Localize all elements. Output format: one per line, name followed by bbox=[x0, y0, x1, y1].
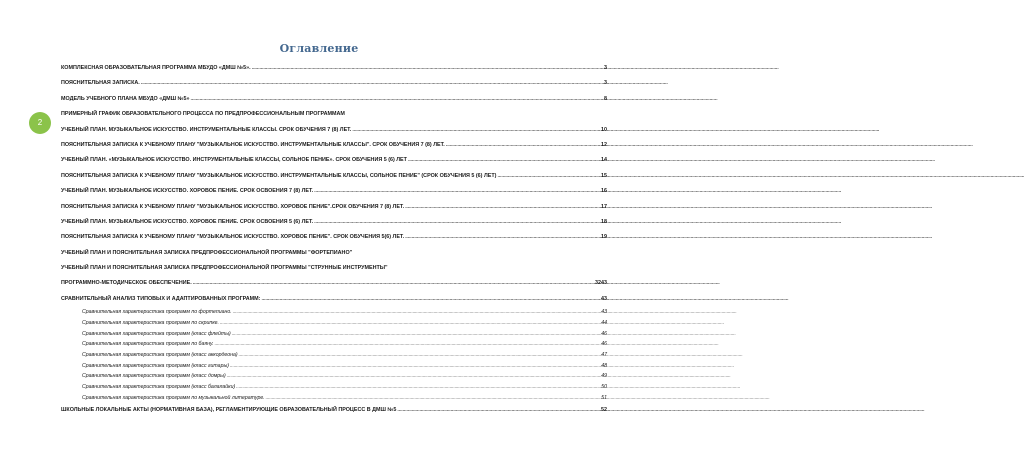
toc-entry-title: Сравнительная характеристика программ (класс домры) bbox=[82, 373, 226, 380]
toc-entry[interactable] bbox=[61, 92, 607, 107]
toc-dot-leader bbox=[352, 123, 600, 138]
toc-entry-title: Сравнительная характеристика программ по фортепиано. bbox=[82, 309, 232, 316]
toc-dot-leader bbox=[266, 393, 601, 404]
toc-entry[interactable] bbox=[61, 169, 607, 184]
toc-page-number: 52 bbox=[601, 407, 607, 414]
toc-dot-leader bbox=[236, 382, 600, 393]
toc-entry-title: Сравнительная характеристика программ (класс аккордеона) bbox=[82, 352, 238, 358]
toc-entry-title: КОМПЛЕКСНАЯ ОБРАЗОВАТЕЛЬНАЯ ПРОГРАММА МБУДО «ДМШ №5». bbox=[61, 65, 251, 71]
toc-dot-leader bbox=[233, 307, 601, 318]
toc-dot-leader bbox=[497, 169, 600, 184]
toc-page-number: 3243 bbox=[595, 280, 607, 287]
toc-page-number: 46 bbox=[601, 330, 607, 337]
toc-dot-leader bbox=[239, 350, 601, 361]
toc-entry[interactable] bbox=[61, 107, 607, 122]
toc-entry-title: ПОЯСНИТЕЛЬНАЯ ЗАПИСКА К УЧЕБНОМУ ПЛАНУ "МУЗЫКАЛЬНОЕ ИСКУССТВО. ИНСТРУМЕНТАЛЬНЫЕ КЛАССЫ, СОЛЬНОЕ ПЕНИЕ" (СРОК ОБУЧЕНИЯ 5 (6) ЛЕТ) bbox=[61, 172, 497, 179]
toc-entry-title: ШКОЛЬНЫЕ ЛОКАЛЬНЫЕ АКТЫ (НОРМАТИВНАЯ БАЗА), РЕГЛАМЕНТИРУЮЩИЕ ОБРАЗОВАТЕЛЬНЫЙ ПРОЦЕСС В ДМШ №5 bbox=[61, 407, 397, 414]
toc-dot-leader bbox=[446, 138, 600, 153]
toc-entry-title: СРАВНИТЕЛЬНЫЙ АНАЛИЗ ТИПОВЫХ И АДАПТИРОВАННЫХ ПРОГРАММ: bbox=[61, 295, 261, 302]
page-number-badge: 2 bbox=[29, 112, 51, 134]
toc-subentry[interactable] bbox=[61, 361, 607, 372]
toc-dot-leader bbox=[314, 184, 600, 199]
toc-page-number: 43 bbox=[601, 295, 607, 302]
toc-entry-title: УЧЕБНЫЙ ПЛАН И ПОЯСНИТЕЛЬНАЯ ЗАПИСКА ПРЕДПРОФЕССИОНАЛЬНОЙ ПРОГРАММЫ "СТРУННЫЕ ИНСТРУМЕНТЫ" bbox=[61, 265, 388, 272]
toc-dot-leader bbox=[397, 403, 600, 418]
toc-entry-title: Сравнительная характеристика программ по скрипке. bbox=[82, 319, 219, 326]
toc-page-number: 49 bbox=[601, 373, 607, 380]
toc-page-number: 44 bbox=[601, 319, 607, 326]
toc-subentry[interactable] bbox=[61, 307, 607, 318]
toc-entry-title: Сравнительная характеристика программ по музыкальной литературе. bbox=[82, 394, 265, 401]
toc-page-number: 46 bbox=[601, 341, 607, 348]
toc-dot-leader bbox=[227, 371, 601, 382]
page-title: Оглавление bbox=[279, 42, 359, 55]
toc-dot-leader bbox=[191, 92, 604, 107]
toc-page-number: 43 bbox=[601, 309, 607, 316]
toc-entry-title: ПРИМЕРНЫЙ ГРАФИК ОБРАЗОВАТЕЛЬНОГО ПРОЦЕССА ПО ПРЕДПРОФЕССИОНАЛЬНЫМ ПРОГРАММАМ bbox=[61, 111, 345, 118]
toc-page-number: 3 bbox=[604, 80, 607, 87]
toc-entry[interactable] bbox=[61, 123, 607, 138]
toc-page-number: 17 bbox=[601, 203, 607, 210]
toc-subentry[interactable] bbox=[61, 350, 607, 361]
toc-subentry[interactable] bbox=[61, 339, 607, 350]
toc-entry[interactable] bbox=[61, 246, 607, 261]
toc-entry-title: УЧЕБНЫЙ ПЛАН. МУЗЫКАЛЬНОЕ ИСКУССТВО. ИНСТРУМЕНТАЛЬНЫЕ КЛАССЫ. СРОК ОБУЧЕНИЯ 7 (8) ЛЕТ. bbox=[61, 126, 352, 133]
toc-entry-title: Сравнительная характеристика программ (класс флейты) bbox=[82, 330, 231, 337]
toc-entry-title: Сравнительная характеристика программ (класс балалайки) bbox=[82, 384, 236, 391]
toc-dot-leader bbox=[408, 153, 600, 168]
toc-entry[interactable] bbox=[61, 61, 607, 76]
toc-dot-leader bbox=[220, 318, 600, 329]
toc-dot-leader bbox=[405, 230, 600, 245]
toc-dot-leader bbox=[314, 215, 600, 230]
toc-entry[interactable] bbox=[61, 261, 607, 276]
toc-entry[interactable] bbox=[61, 276, 607, 291]
toc-entry-title: ПОЯСНИТЕЛЬНАЯ ЗАПИСКА К УЧЕБНОМУ ПЛАНУ "МУЗЫКАЛЬНОЕ ИСКУССТВО. ИНСТРУМЕНТАЛЬНЫЕ КЛАССЫ". СРОК ОБУЧЕНИЯ 7 (8) ЛЕТ. bbox=[61, 141, 445, 148]
toc-page-number: 14 bbox=[601, 157, 607, 164]
toc-entry[interactable] bbox=[61, 230, 607, 245]
table-of-contents bbox=[61, 61, 607, 419]
toc-entry[interactable] bbox=[61, 292, 607, 307]
toc-dot-leader bbox=[261, 292, 600, 307]
toc-entry-title: УЧЕБНЫЙ ПЛАН. «МУЗЫКАЛЬНОЕ ИСКУССТВО. ИНСТРУМЕНТАЛЬНЫЕ КЛАССЫ, СОЛЬНОЕ ПЕНИЕ». СРОК ОБУЧЕНИЯ 5 (6) ЛЕТ bbox=[61, 157, 407, 164]
toc-page-number: 18 bbox=[601, 218, 607, 225]
toc-entry-title: ПРОГРАММНО-МЕТОДИЧЕСКОЕ ОБЕСПЕЧЕНИЕ. bbox=[61, 280, 192, 287]
toc-dot-leader bbox=[193, 276, 594, 291]
toc-dot-leader bbox=[405, 200, 600, 215]
toc-entry-title: Сравнительная характеристика программ по баяну. bbox=[82, 341, 214, 348]
toc-entry-title: ПОЯСНИТЕЛЬНАЯ ЗАПИСКА К УЧЕБНОМУ ПЛАНУ "МУЗЫКАЛЬНОЕ ИСКУССТВО. ХОРОВОЕ ПЕНИЕ".СРОК ОБУЧЕНИЯ 7 (8) ЛЕТ. bbox=[61, 203, 405, 210]
toc-entry-title: УЧЕБНЫЙ ПЛАН. МУЗЫКАЛЬНОЕ ИСКУССТВО. ХОРОВОЕ ПЕНИЕ. СРОК ОСВОЕНИЯ 5 (6) ЛЕТ. bbox=[61, 218, 314, 225]
toc-entry-title: Сравнительная характеристика программ (класс гитары) bbox=[82, 362, 229, 369]
toc-page-number: 50 bbox=[601, 384, 607, 391]
toc-entry[interactable] bbox=[61, 184, 607, 199]
toc-dot-leader bbox=[141, 76, 603, 91]
toc-subentry[interactable] bbox=[61, 393, 607, 404]
toc-dot-leader bbox=[252, 61, 603, 76]
toc-entry[interactable] bbox=[61, 138, 607, 153]
toc-entry-title: УЧЕБНЫЙ ПЛАН И ПОЯСНИТЕЛЬНАЯ ЗАПИСКА ПРЕДПРОФЕССИОНАЛЬНОЙ ПРОГРАММЫ "ФОРТЕПИАНО" bbox=[61, 249, 353, 256]
toc-subentry[interactable] bbox=[61, 318, 607, 329]
toc-entry[interactable] bbox=[61, 215, 607, 230]
toc-page-number: 51 bbox=[601, 394, 607, 401]
toc-entry-title: ПОЯСНИТЕЛЬНАЯ ЗАПИСКА К УЧЕБНОМУ ПЛАНУ "МУЗЫКАЛЬНОЕ ИСКУССТВО. ХОРОВОЕ ПЕНИЕ". СРОК ОБУЧЕНИЯ 5(6) ЛЕТ. bbox=[61, 234, 405, 241]
toc-page-number: 12 bbox=[601, 141, 607, 148]
toc-page-number: 19 bbox=[601, 234, 607, 241]
toc-page-number: 10 bbox=[601, 126, 607, 133]
toc-entry-title: ПОЯСНИТЕЛЬНАЯ ЗАПИСКА. bbox=[61, 80, 140, 87]
toc-entry-title: МОДЕЛЬ УЧЕБНОГО ПЛАНА МБУДО «ДМШ №5» bbox=[61, 95, 190, 102]
toc-page-number: 48 bbox=[601, 362, 607, 369]
toc-page-number: 3 bbox=[604, 65, 607, 71]
toc-entry[interactable] bbox=[61, 76, 607, 91]
toc-entry-title: УЧЕБНЫЙ ПЛАН. МУЗЫКАЛЬНОЕ ИСКУССТВО. ХОРОВОЕ ПЕНИЕ. СРОК ОСВОЕНИЯ 7 (8) ЛЕТ. bbox=[61, 188, 314, 195]
toc-subentry[interactable] bbox=[61, 382, 607, 393]
toc-dot-leader bbox=[232, 329, 600, 340]
toc-entry[interactable] bbox=[61, 200, 607, 215]
toc-subentry[interactable] bbox=[61, 329, 607, 340]
toc-page-number: 8 bbox=[604, 95, 607, 102]
toc-page-number: 15 bbox=[601, 172, 607, 179]
toc-subentry[interactable] bbox=[61, 371, 607, 382]
toc-dot-leader bbox=[230, 361, 600, 372]
toc-entry[interactable] bbox=[61, 403, 607, 418]
toc-page-number: 16 bbox=[601, 188, 607, 195]
toc-entry[interactable] bbox=[61, 153, 607, 168]
toc-dot-leader bbox=[215, 339, 601, 350]
toc-page-number: 47 bbox=[601, 352, 607, 358]
